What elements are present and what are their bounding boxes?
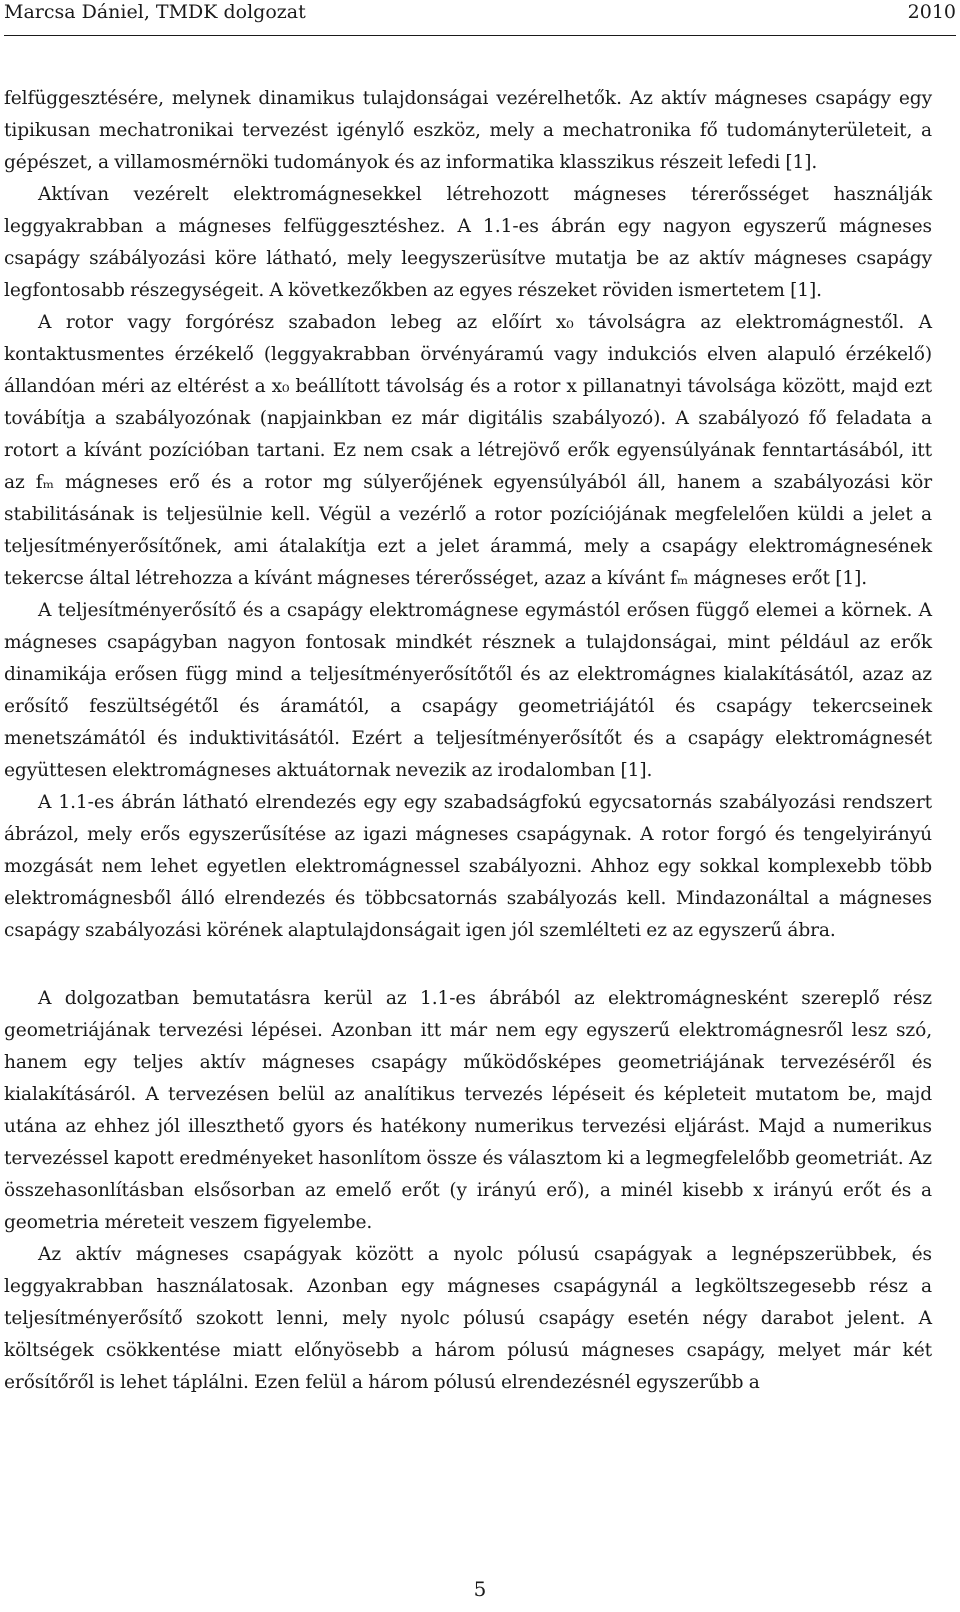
header-year: 2010 xyxy=(907,1,956,23)
header-rule xyxy=(4,35,956,36)
paragraph-3: A rotor vagy forgórész szabadon lebeg az előírt x₀ távolságra az elektromágnestől. A kontaktusmentes érzékelő (leggyakrabban örvényáramú vagy indukciós elven alapuló érzékelő) állandóan méri az eltérést a x₀ beállított távolság és a rotor x pillanatnyi távolsága között, majd ezt továbítja a szabályozónak (napjainkban ez már digitális szabályozó). A szabályozó fő feladata a rotort a kívánt pozícióban tartani. Ez nem csak a létrejövő erők egyensúlyának fenntartásából, itt az fₘ mágneses erő és a rotor mg súlyerőjének egyensúlyából áll, hanem a szabályozási kör stabilitásának is teljesülnie kell. Végül a vezérlő a rotor pozíciójának megfelelően küldi a jelet a teljesítményerősítőnek, ami átalakítja ezt a jelet árammá, mely a csapágy elektromágnesének tekercse által létrehozza a kívánt mágneses térerősséget, azaz a kívánt fₘ mágneses erőt [1]. xyxy=(4,312,932,589)
paragraph-1: felfüggesztésére, melynek dinamikus tulajdonságai vezérelhetők. Az aktív mágneses csapágy egy tipikusan mechatronikai tervezést igénylő eszköz, mely a mechatronika fő tudományterületeit, a gépészet, a villamosmérnöki tudományok és az informatika klasszikus részeit lefedi [1]. xyxy=(4,88,932,173)
paragraph-4: A teljesítményerősítő és a csapágy elektromágnese egymástól erősen függő elemei a körnek. A mágneses csapágyban nagyon fontosak mindkét résznek a tulajdonságai, mint például az erők dinamikája erősen függ mind a teljesítményerősítőtől és az elektromágnes kialakításától, azaz az erősítő feszültségétől és áramától, a csapágy geometriájától és csapágy tekercseinek menetszámától és induktivitásától. Ezért a teljesítményerősítőt és a csapágy elektromágnesét együttesen elektromágneses aktuátornak nevezik az irodalomban [1]. xyxy=(4,600,932,781)
paragraph-7: Az aktív mágneses csapágyak között a nyolc pólusú csapágyak a legnépszerübbek, és leggyakrabban használatosak. Azonban egy mágneses csapágynál a legköltszegesebb rész a teljesítményerősítő szokott lenni, mely nyolc pólusú csapágy esetén négy darabot jelent. A költségek csökkentése miatt előnyösebb a három pólusú mágneses csapágy, melyet már két erősítőről is lehet táplálni. Ezen felül a három pólusú elrendezésnél egyszerűbb a xyxy=(4,1244,932,1393)
page-number: 5 xyxy=(473,1577,487,1601)
paragraph-6: A dolgozatban bemutatásra kerül az 1.1-es ábrából az elektromágnesként szereplő rész geometriájának tervezési lépései. Azonban itt már nem egy egyszerű elektromágnesről lesz szó, hanem egy teljes aktív mágneses csapágy működősképes geometriájának tervezéséről és kialakításáról. A tervezésen belül az analítikus tervezés lépéseit és képleteit mutatom be, majd utána az ehhez jól illeszthető gyors és hatékony numerikus tervezési eljárást. Majd a numerikus tervezéssel kapott eredményeket hasonlítom össze és választom ki a legmegfelelőbb geometriát. Az összehasonlításban elsősorban az emelő erőt (y irányú erő), a minél kisebb x irányú erőt és a geometria méreteit veszem figyelembe. xyxy=(4,988,932,1233)
paragraph-2: Aktívan vezérelt elektromágnesekkel létrehozott mágneses térerősséget használják leggyakrabban a mágneses felfüggesztéshez. A 1.1-es ábrán egy nagyon egyszerű mágneses csapágy szábályozási köre látható, mely leegyszerüsítve mutatja be az aktív mágneses csapágy legfontosabb részegységeit. A következőkben az egyes részeket röviden ismertetem [1]. xyxy=(4,184,932,301)
body-text xyxy=(4,83,932,1399)
running-header xyxy=(0,0,960,26)
paragraph-5: A 1.1-es ábrán látható elrendezés egy egy szabadságfokú egycsatornás szabályozási rendszert ábrázol, mely erős egyszerűsítése az igazi mágneses csapágynak. A rotor forgó és tengelyirányú mozgását nem lehet egyetlen elektromágnessel szabályozni. Ahhoz egy sokkal komplexebb több elektromágnesből álló elrendezés és többcsatornás szabályozás kell. Mindazonáltal a mágneses csapágy szabályozási körének alaptulajdonságait igen jól szemlélteti ez az egyszerű ábra. xyxy=(4,792,932,941)
header-author-title: Marcsa Dániel, TMDK dolgozat xyxy=(4,1,306,23)
